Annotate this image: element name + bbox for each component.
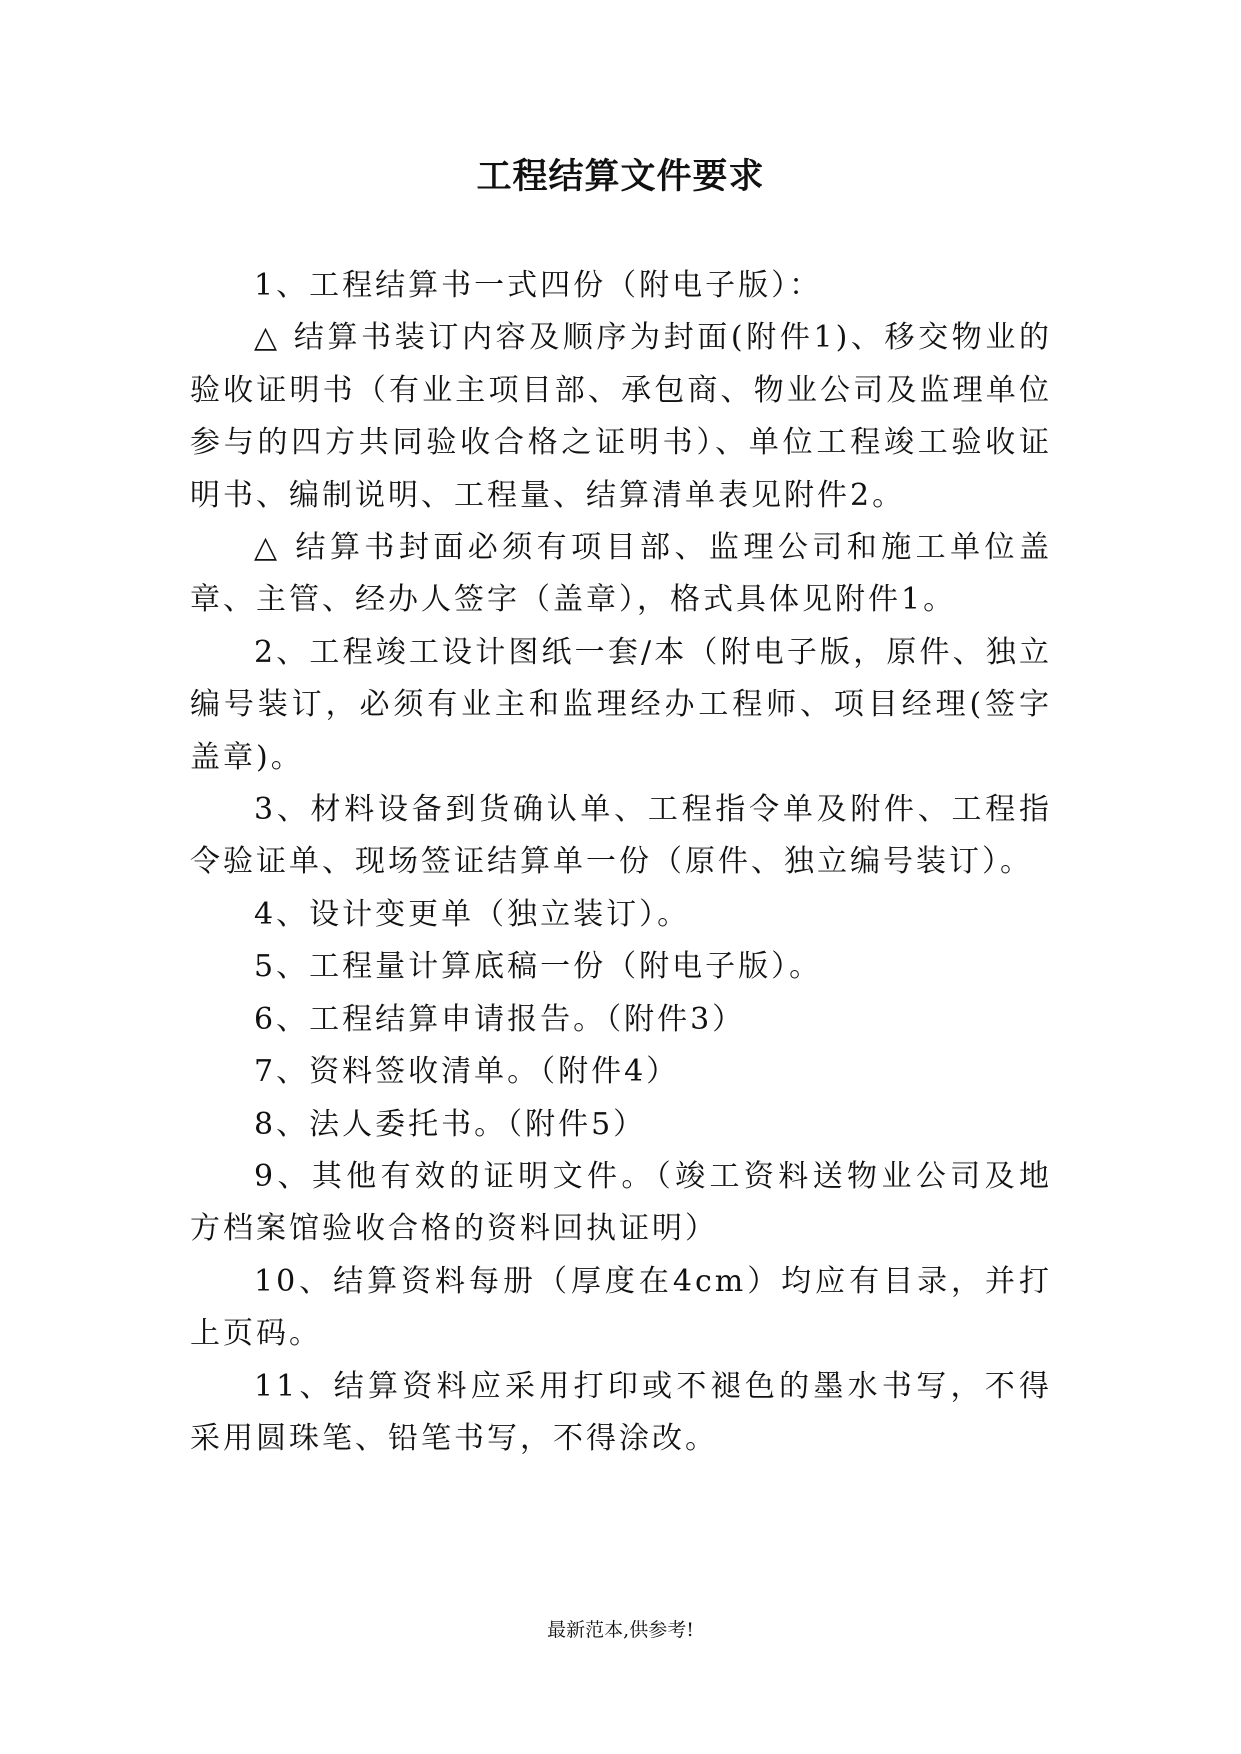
page-footer: 最新范本,供参考! — [547, 1619, 694, 1641]
paragraph-item-7: 7、资料签收清单。（附件4） — [254, 1054, 680, 1090]
paragraph-item-1-cover-seal: △ 结算书封面必须有项目部、监理公司和施工单位盖章、主管、经办人签字（盖章），格式具体见附件1。 — [190, 530, 1052, 618]
document-body — [190, 260, 1052, 1465]
paragraph-item-5: 5、工程量计算底稿一份（附电子版）。 — [254, 949, 823, 985]
paragraph-item-3: 3、材料设备到货确认单、工程指令单及附件、工程指令验证单、现场签证结算单一份（原件、独立编号装订）。 — [190, 792, 1052, 880]
paragraph-item-1: 1、工程结算书一式四份（附电子版）： — [254, 268, 823, 303]
paragraph-item-10: 10、结算资料每册（厚度在4cm）均应有目录，并打上页码。 — [190, 1263, 1052, 1352]
paragraph-item-2: 2、工程竣工设计图纸一套/本（附电子版，原件、独立编号装订，必须有业主和监理经办工程师、项目经理(签字盖章)。 — [190, 634, 1052, 775]
paragraph-item-4: 4、设计变更单（独立装订）。 — [254, 896, 691, 932]
paragraph-item-11: 11、结算资料应采用打印或不褪色的墨水书写，不得采用圆珠笔、铅笔书写，不得涂改。 — [190, 1368, 1052, 1456]
document-title: 工程结算文件要求 — [476, 157, 765, 197]
paragraph-item-8: 8、法人委托书。（附件5） — [254, 1106, 647, 1142]
paragraph-item-9: 9、其他有效的证明文件。（竣工资料送物业公司及地方档案馆验收合格的资料回执证明） — [190, 1158, 1052, 1247]
paragraph-item-6: 6、工程结算申请报告。（附件3） — [254, 1001, 746, 1037]
paragraph-item-1-binding-order: △ 结算书装订内容及顺序为封面(附件1)、移交物业的验收证明书（有业主项目部、承包商、物业公司及监理单位参与的四方共同验收合格之证明书）、单位工程竣工验收证明书、编制说明、工程量、结算清单表见附件2。 — [190, 320, 1052, 513]
